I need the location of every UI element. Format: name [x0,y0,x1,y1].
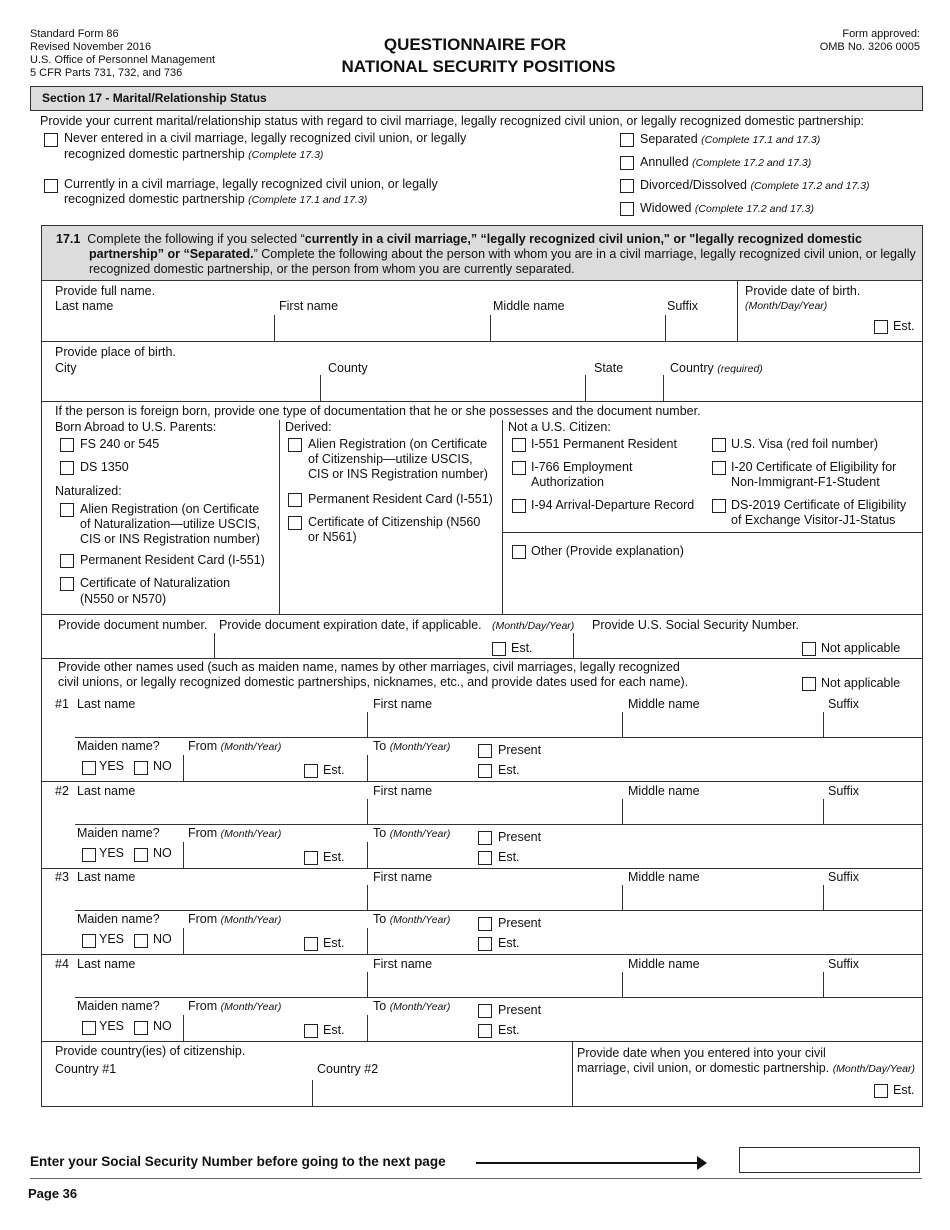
nat-alien-label-2: of Naturalization—utilize USCIS, [80,517,260,531]
der-cert-label: Certificate of Citizenship (N560 [308,515,481,529]
entry-1-middle-label: Middle name [628,697,700,711]
entry-2-to-est-checkbox[interactable] [478,851,492,865]
der-cert-label-2: or N561) [308,530,357,544]
page-number: Page 36 [28,1186,78,1201]
s171-l1a: Complete the following if you selected “ [87,232,305,246]
entry-2-number: #2 [55,784,69,798]
page-title-line2: NATIONAL SECURITY POSITIONS [341,57,616,76]
der-prc-label: Permanent Resident Card (I-551) [308,492,493,506]
separated-text: Separated [640,132,698,146]
der-alien-label-3: CIS or INS Registration number) [308,467,488,481]
doc-exp-est-label: Est. [511,641,533,655]
i20-label: I-20 Certificate of Eligibility for [731,460,897,474]
city-label: City [55,361,77,375]
entry-3-from-label [188,912,281,926]
section-17-1-line2 [89,247,916,261]
entry-4-suffix-label: Suffix [828,957,860,971]
suffix-label: Suffix [667,299,699,313]
dob-prompt: Provide date of birth. [745,284,861,298]
i94-label: I-94 Arrival-Departure Record [531,498,695,512]
fs240-checkbox[interactable] [60,438,74,452]
dob-est-label: Est. [893,319,915,333]
entry-3-to-label [373,912,450,926]
entered-date-text: marriage, civil union, or domestic partnership. [577,1061,830,1075]
entry-2-to-label [373,826,450,840]
ssn-na-label: Not applicable [821,641,901,655]
separated-note: (Complete 17.1 and 17.3) [701,134,821,146]
county-label: County [328,361,368,375]
entry-1-last-label: Last name [77,697,136,711]
entry-4-to-est-checkbox[interactable] [478,1024,492,1038]
entered-date-format: (Month/Day/Year) [832,1063,915,1075]
s171-l1b: currently in a civil marriage,” “legally recognized civil union," or "legally recognized domestic [304,232,862,246]
divorced-note: (Complete 17.2 and 17.3) [750,180,870,192]
entered-date-prompt: Provide date when you entered into your civil [577,1046,826,1060]
entry-4-no-checkbox[interactable] [134,1021,148,1035]
entry-3-to-input[interactable] [369,929,474,953]
entry-4-no-label: NO [153,1019,172,1033]
last-name-label: Last name [55,299,114,313]
entry-1-to-label [373,739,450,753]
form-agency: U.S. Office of Personnel Management [30,54,216,66]
entry-4-from-text: From [188,999,218,1013]
entered-date-est-checkbox[interactable] [874,1084,888,1098]
nat-alien-checkbox[interactable] [60,503,74,517]
ssn-input[interactable] [575,634,797,658]
entry-4-yes-checkbox[interactable] [82,1021,96,1035]
divorced-label [640,178,870,192]
entry-4-last-label: Last name [77,957,136,971]
entry-3-to-text: To [373,912,387,926]
entry-2-from-label [188,826,281,840]
entry-3-yes-label: YES [99,932,125,946]
section-17-1-line3: recognized domestic partnership, or the person from whom you are currently separated. [89,262,575,276]
entry-2-suffix-label: Suffix [828,784,860,798]
nat-cert-checkbox[interactable] [60,577,74,591]
entry-1-suffix-input[interactable] [825,713,921,737]
entry-4-from-label [188,999,281,1013]
widowed-label [640,201,814,215]
entry-2-present-label: Present [498,830,542,844]
country1-label: Country #1 [55,1062,117,1076]
entry-2-no-checkbox[interactable] [134,848,148,862]
nat-prc-checkbox[interactable] [60,554,74,568]
entry-3-to-est-checkbox[interactable] [478,937,492,951]
annulled-checkbox[interactable] [620,156,634,170]
nat-cert-label-2: (N550 or N570) [80,592,167,606]
section-title: Section 17 - Marital/Relationship Status [42,91,267,105]
never-entered-checkbox[interactable] [44,133,58,147]
ssn-na-checkbox[interactable] [802,642,816,656]
entry-2-last-label: Last name [77,784,136,798]
ssn-label: Provide U.S. Social Security Number. [592,618,800,632]
birth-place-prompt: Provide place of birth. [55,345,176,359]
entry-4-number: #4 [55,957,69,971]
other-doc-checkbox[interactable] [512,545,526,559]
entry-2-last-input[interactable] [77,800,365,824]
documentation-prompt: If the person is foreign born, provide one type of documentation that he or she possesses and the document number. [55,404,701,418]
entry-1-from-est-checkbox[interactable] [304,764,318,778]
middle-name-label: Middle name [493,299,565,313]
i551-label: I-551 Permanent Resident [531,437,677,451]
form-revision: Revised November 2016 [30,41,152,53]
entry-1-middle-input[interactable] [624,713,820,737]
ds2019-label: DS-2019 Certificate of Eligibility [731,498,907,512]
entry-4-from-input[interactable] [185,1016,300,1040]
i94-checkbox[interactable] [512,499,526,513]
entry-1-yes-label: YES [99,759,125,773]
entry-4-middle-label: Middle name [628,957,700,971]
other-names-na-checkbox[interactable] [802,677,816,691]
entry-1-first-label: First name [373,697,433,711]
entry-1-last-input[interactable] [77,713,365,737]
entry-4-first-label: First name [373,957,433,971]
derived-label: Derived: [285,420,332,434]
not-citizen-label: Not a U.S. Citizen: [508,420,611,434]
der-prc-checkbox[interactable] [288,493,302,507]
entry-2-to-format: (Month/Year) [389,828,451,840]
page-title: QUESTIONNAIRE FOR [383,35,567,54]
city-input[interactable] [55,376,319,400]
entry-2-first-input[interactable] [369,800,619,824]
ds1350-label: DS 1350 [80,460,129,474]
entry-1-from-format: (Month/Year) [220,741,282,753]
doc-expiration-input[interactable] [216,634,486,658]
entry-2-yes-label: YES [99,846,125,860]
entry-1-yes-checkbox[interactable] [82,761,96,775]
entry-3-middle-input[interactable] [624,886,820,910]
widowed-text: Widowed [640,201,692,215]
der-alien-checkbox[interactable] [288,438,302,452]
born-abroad-label: Born Abroad to U.S. Parents: [55,420,217,434]
country1-input[interactable] [55,1081,310,1106]
entry-3-from-input[interactable] [185,929,300,953]
entry-3-first-input[interactable] [369,886,619,910]
entry-1-present-label: Present [498,743,542,757]
entry-1-to-text: To [373,739,387,753]
widowed-checkbox[interactable] [620,202,634,216]
state-input[interactable] [587,376,662,400]
entry-3-present-label: Present [498,916,542,930]
entry-2-present-checkbox[interactable] [478,831,492,845]
ds1350-checkbox[interactable] [60,461,74,475]
entry-1-to-input[interactable] [369,756,474,780]
arrow-icon [476,1162,701,1164]
entry-4-middle-input[interactable] [624,973,820,997]
dob-format: (Month/Day/Year) [745,300,828,312]
entry-3-from-est-label: Est. [323,936,345,950]
entry-3-suffix-input[interactable] [825,886,921,910]
form-approved: Form approved: [842,28,920,40]
annulled-text: Annulled [640,155,689,169]
entry-4-from-est-label: Est. [323,1023,345,1037]
entry-2-middle-label: Middle name [628,784,700,798]
entry-2-to-text: To [373,826,387,840]
separated-label [640,132,820,146]
doc-exp-est-checkbox[interactable] [492,642,506,656]
i766-label: I-766 Employment [531,460,633,474]
entry-4-maiden-label: Maiden name? [77,999,160,1013]
der-alien-label-2: of Citizenship—utilize USCIS, [308,452,473,466]
entry-1-number: #1 [55,697,69,711]
country-required: (required) [717,363,763,375]
form-cfr: 5 CFR Parts 731, 732, and 736 [30,67,183,79]
entry-4-to-input[interactable] [369,1016,474,1040]
entry-3-yes-checkbox[interactable] [82,934,96,948]
entry-3-number: #3 [55,870,69,884]
form-number: Standard Form 86 [30,28,119,40]
entry-1-maiden-label: Maiden name? [77,739,160,753]
never-entered-text: recognized domestic partnership [64,147,245,161]
suffix-input[interactable] [666,316,736,340]
entry-2-suffix-input[interactable] [825,800,921,824]
other-names-prompt-2: civil unions, or legally recognized domestic partnerships, nicknames, etc., and provide dates used for each name). [58,675,689,689]
widowed-note: (Complete 17.2 and 17.3) [694,203,814,215]
other-doc-label: Other (Provide explanation) [531,544,684,558]
entry-1-no-checkbox[interactable] [134,761,148,775]
currently-married-text: recognized domestic partnership [64,192,245,206]
country-label [670,361,763,375]
s171-l2b: ” Complete the following about the person with whom you are in a civil marriage, legally recognized civil union, or legally [253,247,916,261]
i20-checkbox[interactable] [712,461,726,475]
entry-2-yes-checkbox[interactable] [82,848,96,862]
entry-3-maiden-label: Maiden name? [77,912,160,926]
country2-input[interactable] [314,1081,570,1106]
entry-3-last-label: Last name [77,870,136,884]
entry-1-to-format: (Month/Year) [389,741,451,753]
entry-4-suffix-input[interactable] [825,973,921,997]
nat-alien-label: Alien Registration (on Certificate [80,502,260,516]
doc-expiration-format: (Month/Day/Year) [492,620,575,632]
doc-number-input[interactable] [55,634,213,658]
entry-3-to-format: (Month/Year) [389,914,451,926]
doc-expiration-label: Provide document expiration date, if applicable. [219,618,482,632]
arrow-head-icon [697,1156,707,1170]
entry-2-from-input[interactable] [185,843,300,867]
entry-2-first-label: First name [373,784,433,798]
first-name-label: First name [279,299,339,313]
last-name-input[interactable] [55,316,273,340]
ds2019-label-2: of Exchange Visitor-J1-Status [731,513,896,527]
entry-2-middle-input[interactable] [624,800,820,824]
der-alien-label: Alien Registration (on Certificate [308,437,488,451]
section-intro: Provide your current marital/relationship status with regard to civil marriage, legally recognized civil union, or legally recognized domestic partnership: [40,114,864,128]
entry-2-maiden-label: Maiden name? [77,826,160,840]
separated-checkbox[interactable] [620,133,634,147]
entry-1-first-input[interactable] [369,713,619,737]
entry-1-no-label: NO [153,759,172,773]
entry-3-to-est-label: Est. [498,936,520,950]
country2-label: Country #2 [317,1062,379,1076]
other-names-na-label: Not applicable [821,676,901,690]
i20-label-2: Non-Immigrant-F1-Student [731,475,880,489]
citizenship-prompt: Provide country(ies) of citizenship. [55,1044,246,1058]
entry-3-from-est-checkbox[interactable] [304,937,318,951]
ssn-footer-prompt: Enter your Social Security Number before going to the next page [30,1154,446,1169]
entry-4-from-format: (Month/Year) [220,1001,282,1013]
never-entered-label: Never entered in a civil marriage, legally recognized civil union, or legally [64,131,467,145]
entry-3-no-label: NO [153,932,172,946]
currently-married-label-2 [64,192,367,206]
section-17-1-number: 17.1 [56,232,81,246]
entry-2-to-input[interactable] [369,843,474,867]
annulled-note: (Complete 17.2 and 17.3) [692,157,812,169]
footer-ssn-input[interactable] [739,1147,920,1173]
entry-3-middle-label: Middle name [628,870,700,884]
currently-married-checkbox[interactable] [44,179,58,193]
entry-2-no-label: NO [153,846,172,860]
visa-label: U.S. Visa (red foil number) [731,437,879,451]
entry-2-from-est-label: Est. [323,850,345,864]
middle-name-input[interactable] [491,316,663,340]
entry-1-suffix-label: Suffix [828,697,860,711]
full-name-prompt: Provide full name. [55,284,156,298]
nat-cert-label: Certificate of Naturalization [80,576,231,590]
divorced-checkbox[interactable] [620,179,634,193]
naturalized-label: Naturalized: [55,484,122,498]
first-name-input[interactable] [276,316,488,340]
der-cert-checkbox[interactable] [288,516,302,530]
dob-est-checkbox[interactable] [874,320,888,334]
entry-3-no-checkbox[interactable] [134,934,148,948]
entry-3-from-format: (Month/Year) [220,914,282,926]
s171-l2a: partnership” or “Separated. [89,247,254,261]
visa-checkbox[interactable] [712,438,726,452]
entry-4-last-input[interactable] [77,973,365,997]
entry-4-from-est-checkbox[interactable] [304,1024,318,1038]
ds2019-checkbox[interactable] [712,499,726,513]
divorced-text: Divorced/Dissolved [640,178,747,192]
entry-3-suffix-label: Suffix [828,870,860,884]
entry-4-to-format: (Month/Year) [389,1001,451,1013]
country-text: Country [670,361,714,375]
entry-4-first-input[interactable] [369,973,619,997]
annulled-label [640,155,811,169]
entry-2-from-est-checkbox[interactable] [304,851,318,865]
entry-3-last-input[interactable] [77,886,365,910]
entry-2-from-format: (Month/Year) [220,828,282,840]
fs240-label: FS 240 or 545 [80,437,160,451]
nat-prc-label: Permanent Resident Card (I-551) [80,553,265,567]
i766-label-2: Authorization [531,475,604,489]
entry-4-yes-label: YES [99,1019,125,1033]
entry-2-from-text: From [188,826,218,840]
entry-1-to-est-label: Est. [498,763,520,777]
entry-1-from-est-label: Est. [323,763,345,777]
entry-1-from-text: From [188,739,218,753]
entry-4-present-label: Present [498,1003,542,1017]
i551-checkbox[interactable] [512,438,526,452]
entry-4-present-checkbox[interactable] [478,1004,492,1018]
entry-1-to-est-checkbox[interactable] [478,764,492,778]
entry-3-present-checkbox[interactable] [478,917,492,931]
currently-married-note: (Complete 17.1 and 17.3) [248,194,368,206]
entry-3-first-label: First name [373,870,433,884]
never-entered-note: (Complete 17.3) [248,149,324,161]
state-label: State [594,361,624,375]
other-names-prompt: Provide other names used (such as maiden name, names by other marriages, civil marriages, legally recognized [58,660,680,674]
entry-2-to-est-label: Est. [498,850,520,864]
county-input[interactable] [322,376,584,400]
i766-checkbox[interactable] [512,461,526,475]
entry-4-to-label [373,999,450,1013]
entry-4-to-text: To [373,999,387,1013]
entry-1-present-checkbox[interactable] [478,744,492,758]
entered-date-est-label: Est. [893,1083,915,1097]
entry-1-from-label [188,739,281,753]
entry-1-from-input[interactable] [185,756,300,780]
country-input[interactable] [665,376,921,400]
entered-date-prompt-2 [577,1061,915,1075]
omb-number: OMB No. 3206 0005 [819,41,920,53]
entry-3-from-text: From [188,912,218,926]
doc-number-label: Provide document number. [58,618,208,632]
nat-alien-label-3: CIS or INS Registration number) [80,532,260,546]
currently-married-label: Currently in a civil marriage, legally recognized civil union, or legally [64,177,438,191]
entry-4-to-est-label: Est. [498,1023,520,1037]
section-17-1-line1 [56,232,862,246]
never-entered-label-2 [64,147,323,161]
